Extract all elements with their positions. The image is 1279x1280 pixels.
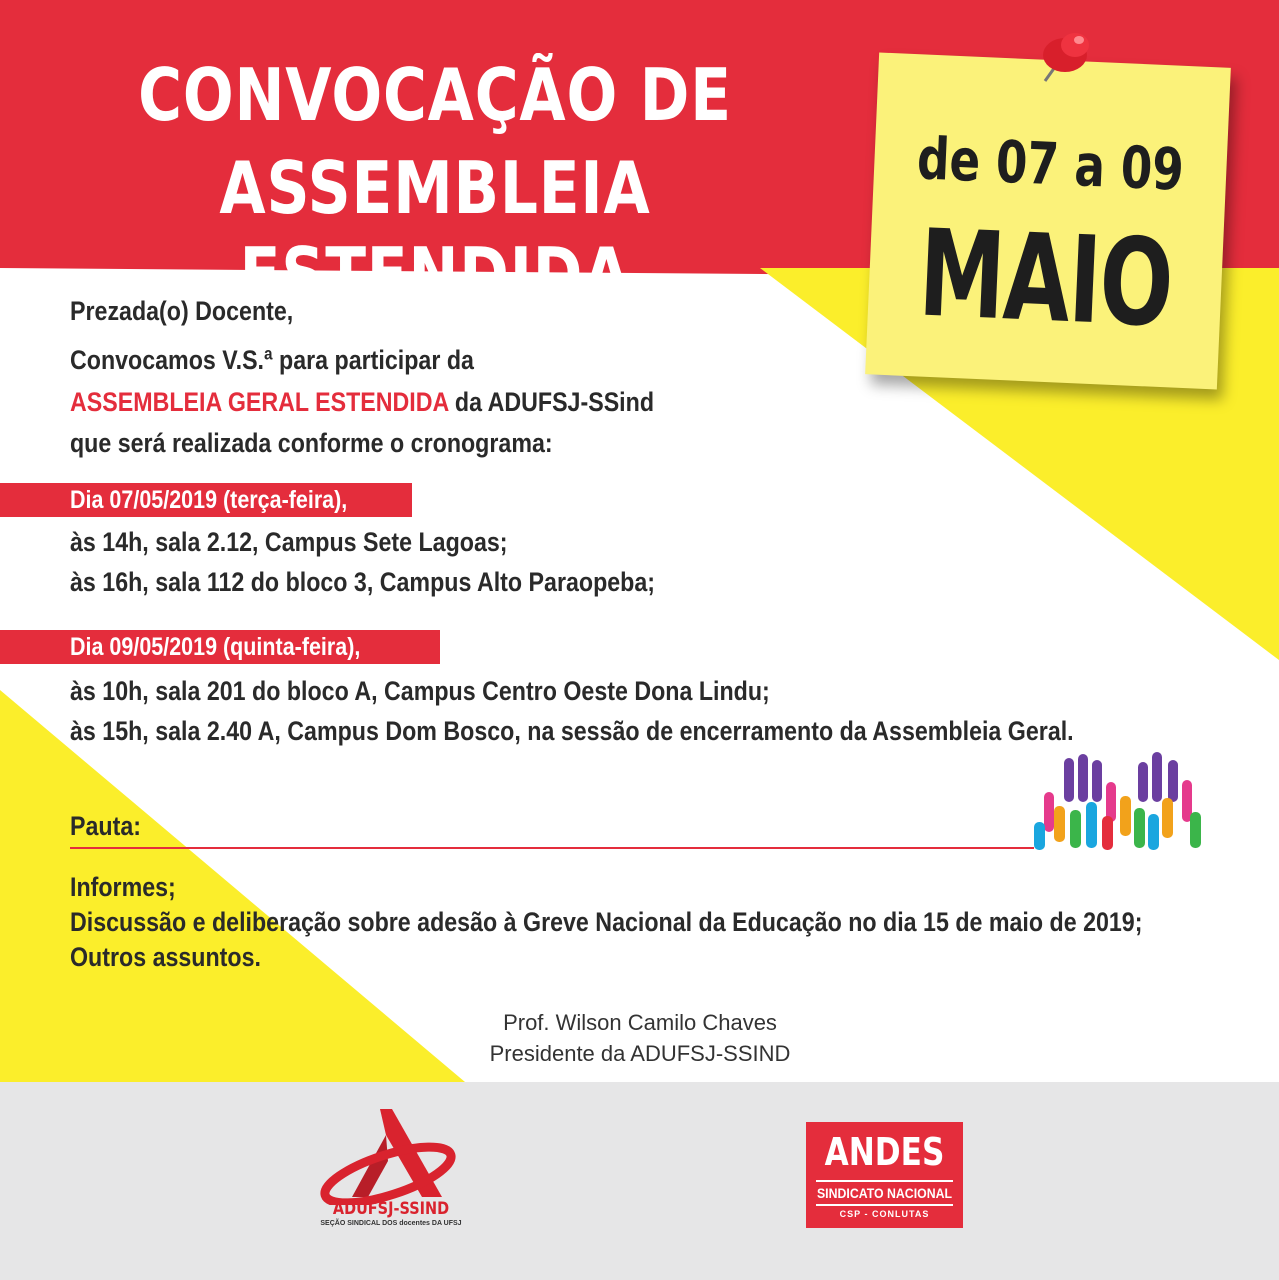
adufsj-subtitle: SEÇÃO SINDICAL DOS docentes DA UFSJ: [320, 1220, 462, 1227]
adufsj-name: ADUFSJ-SSIND: [332, 1199, 450, 1219]
signature-role: Presidente da ADUFSJ-SSIND: [489, 1041, 791, 1066]
schedule-item: às 16h, sala 112 do bloco 3, Campus Alto Paraopeba;: [70, 567, 656, 597]
day-label-1: Dia 07/05/2019 (terça-feira),: [70, 486, 348, 514]
schedule-item: às 15h, sala 2.40 A, Campus Dom Bosco, na sessão de encerramento da Assembleia Geral.: [70, 716, 1074, 746]
schedule-item: às 14h, sala 2.12, Campus Sete Lagoas;: [70, 527, 508, 557]
signature-name: Prof. Wilson Camilo Chaves: [503, 1010, 777, 1035]
agenda-label: Pauta:: [70, 811, 141, 841]
intro-line-1: Convocamos V.S.ª para participar da: [70, 345, 474, 375]
agenda-item: Informes;: [70, 872, 176, 902]
intro-line-3: que será realizada conforme o cronograma:: [70, 428, 553, 458]
date-sticky-note: [865, 52, 1231, 389]
intro-line-2: [70, 387, 654, 418]
adufsj-logo: [310, 1105, 470, 1235]
andes-logo: [806, 1122, 963, 1228]
pushpin-icon: [1035, 25, 1095, 85]
andes-name: ANDES: [824, 1130, 945, 1174]
month-label: MAIO: [916, 204, 1175, 355]
day-label-2: Dia 09/05/2019 (quinta-feira),: [70, 633, 361, 661]
greeting: Prezada(o) Docente,: [70, 296, 294, 326]
raised-hands-icon: [1034, 752, 1204, 852]
andes-divider-2: [816, 1204, 953, 1206]
assembly-highlight: ASSEMBLEIA GERAL ESTENDIDA: [70, 387, 449, 417]
agenda-divider: [70, 847, 1202, 849]
agenda-item: Discussão e deliberação sobre adesão à Greve Nacional da Educação no dia 15 de maio de 2019;: [70, 907, 1143, 937]
footer: [0, 1082, 1279, 1280]
page-title-line2: ASSEMBLEIA ESTENDIDA: [219, 146, 651, 316]
page-title-line1: CONVOCAÇÃO DE: [138, 53, 732, 137]
andes-subtitle: SINDICATO NACIONAL: [816, 1185, 953, 1201]
adufsj-logo-mark: [310, 1105, 470, 1205]
intro-line-2-rest: da ADUFSJ-SSind: [448, 387, 655, 417]
andes-subtitle-2: CSP - CONLUTAS: [839, 1209, 930, 1219]
andes-divider: [816, 1180, 953, 1182]
date-range: de 07 a 09: [915, 124, 1186, 204]
schedule-item: às 10h, sala 201 do bloco A, Campus Centro Oeste Dona Lindu;: [70, 676, 770, 706]
agenda-item: Outros assuntos.: [70, 942, 261, 972]
